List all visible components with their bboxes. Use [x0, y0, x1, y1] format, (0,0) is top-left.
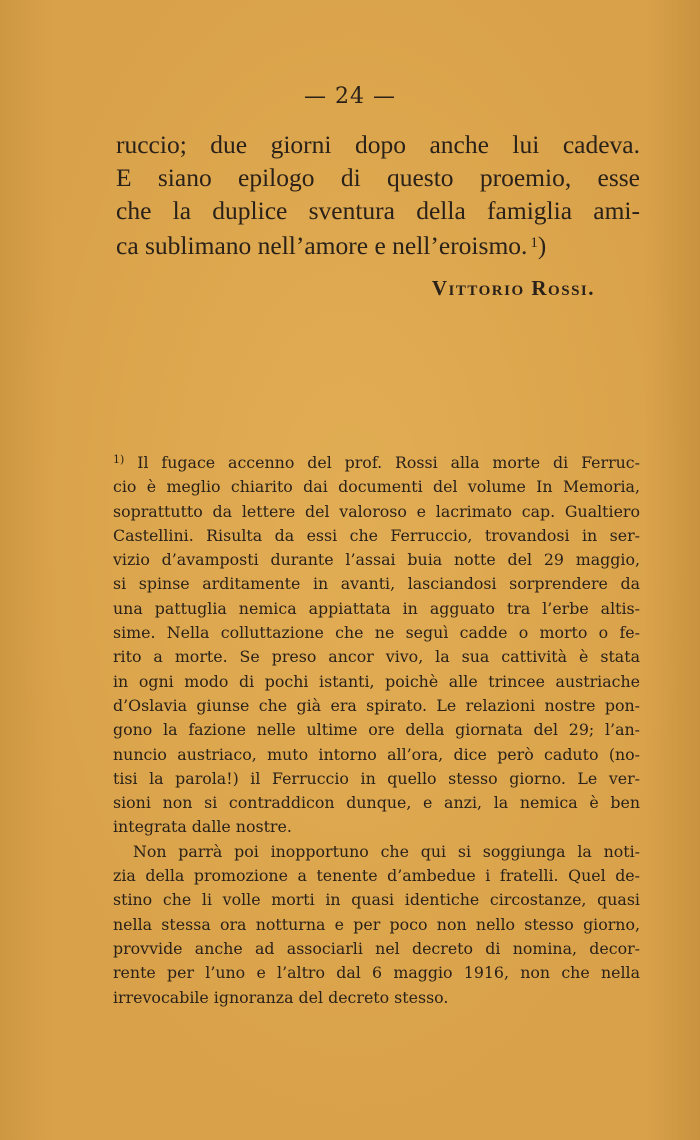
footnote-line: Castellini. Risulta da essi che Ferruccio, trovandosi in ser- — [113, 525, 640, 545]
footnote-line: zia della promozione a tenente d’ambedue i fratelli. Quel de- — [113, 866, 640, 886]
main-text-line: che la duplice sventura della famiglia ami- — [116, 196, 640, 225]
footnote-line — [113, 448, 640, 475]
footnote-reference-paren: ) — [537, 233, 547, 260]
footnote-line: soprattutto da lettere del valoroso e lacrimato cap. Gualtiero — [113, 501, 640, 521]
footnote-line: d’Oslavia giunse che già era spirato. Le relazioni nostre pon- — [113, 695, 640, 715]
footnote-line: si spinse arditamente in avanti, lasciandosi sorprendere da — [113, 574, 640, 594]
footnote-line: nella stessa ora notturna e per poco non nello stesso giorno, — [113, 914, 640, 934]
footnote-line: rito a morte. Se preso ancor vivo, la sua cattività è stata — [113, 647, 640, 667]
author-signature: Vittorio Rossi. — [431, 276, 595, 300]
footnote-line: irrevocabile ignoranza del decreto stesso. — [113, 987, 449, 1007]
footnote-line: gono la fazione nelle ultime ore della giornata del 29; l’an- — [113, 720, 640, 740]
footnote-line: rente per l’uno e l’altro dal 6 maggio 1916, non che nella — [113, 963, 640, 983]
main-text-line: E siano epilogo di questo proemio, esse — [116, 163, 640, 192]
footnote-line: provvide anche ad associarli nel decreto di nomina, decor- — [113, 938, 640, 958]
footnote-line: stino che li volle morti in quasi identiche circostanze, quasi — [113, 890, 640, 910]
footnote-line: sime. Nella colluttazione che ne seguì cadde o morto o fe- — [113, 623, 640, 643]
footnote-line: cio è meglio chiarito dai documenti del volume In Memoria, — [113, 477, 640, 497]
footnote-line: vizio d’avamposti durante l’assai buia notte del 29 maggio, — [113, 550, 640, 570]
main-text-line-last — [116, 227, 640, 263]
footnote — [113, 448, 640, 1010]
footnote-line: Non parrà poi inopportuno che qui si soggiunga la noti- — [133, 841, 640, 861]
footnote-line: tisi la parola!) il Ferruccio in quello stesso giorno. Le ver- — [113, 768, 640, 788]
footnote-line-text: Il fugace accenno del prof. Rossi alla morte di Ferruc- — [137, 453, 640, 472]
footnote-line: in ogni modo di pochi istanti, poichè alle trincee austriache — [113, 671, 640, 691]
main-text — [116, 128, 640, 263]
footnote-line: sioni non si contraddicon dunque, e anzi, la nemica è ben — [113, 793, 640, 813]
footnote-line: una pattuglia nemica appiattata in agguato tra l’erbe altis- — [113, 598, 640, 618]
main-text-line: ruccio; due giorni dopo anche lui cadeva. — [116, 130, 640, 159]
footnote-line: integrata dalle nostre. — [113, 817, 292, 837]
footnote-line: nuncio austriaco, muto intorno all’ora, dice però caduto (no- — [113, 744, 640, 764]
page-number: — 24 — — [304, 84, 396, 109]
footnote-reference: 1 — [530, 235, 538, 251]
footnote-number: 1) — [113, 453, 125, 466]
main-text-line: ca sublimano nell’amore e nell’eroismo. — [116, 231, 528, 260]
